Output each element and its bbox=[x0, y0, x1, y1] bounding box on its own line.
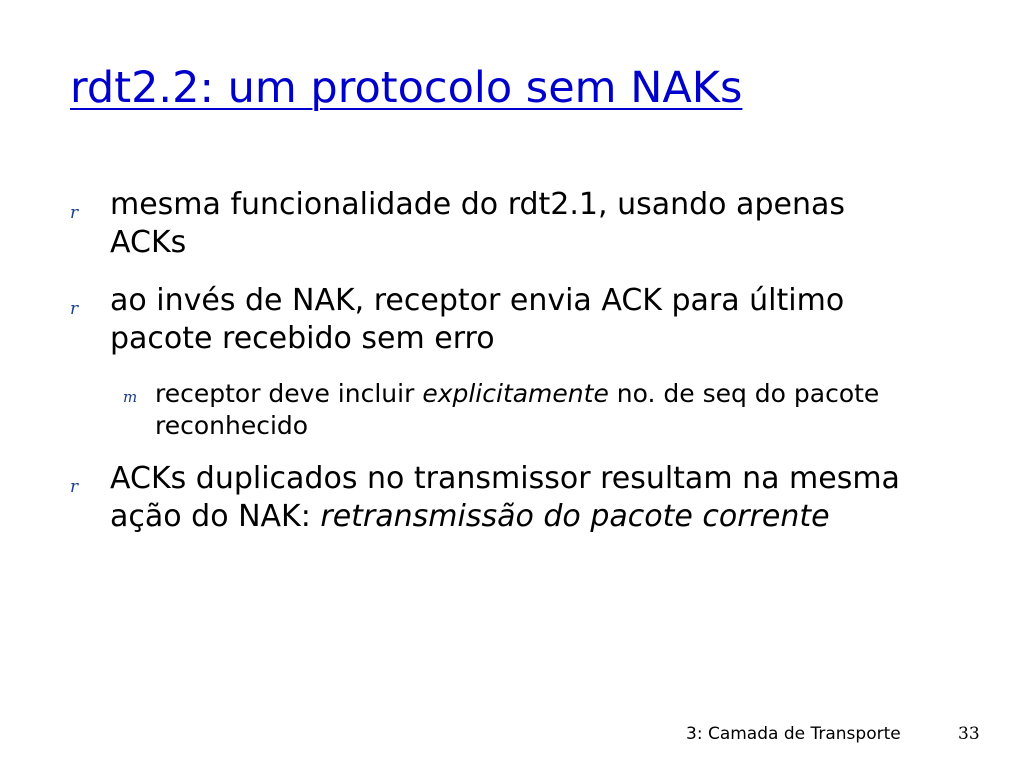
footer-chapter: 3: Camada de Transporte bbox=[686, 724, 901, 744]
bullet-text bbox=[110, 460, 900, 536]
bullet-text: ao invés de NAK, receptor envia ACK para último pacote recebido sem erro bbox=[110, 283, 845, 356]
slide-title: rdt2.2: um protocolo sem NAKs bbox=[70, 63, 743, 113]
bullet-marker: r bbox=[70, 477, 79, 497]
bullet-marker: r bbox=[70, 203, 79, 223]
bullet-text: mesma funcionalidade do rdt2.1, usando apenas ACKs bbox=[110, 187, 845, 260]
sub-bullet-text-start: receptor deve incluir bbox=[155, 379, 423, 408]
page-number: 33 bbox=[958, 724, 980, 744]
sub-bullet-marker: m bbox=[123, 388, 138, 406]
sub-bullet-text-end: no. de seq do pacote reconhecido bbox=[155, 379, 880, 440]
bullet-text-start: ACKs duplicados no transmissor resultam na mesma ação do NAK: bbox=[110, 461, 900, 534]
sub-bullet-text-italic: explicitamente bbox=[422, 379, 609, 408]
bullet-marker: r bbox=[70, 299, 79, 319]
bullet-text-italic: retransmissão do pacote corrente bbox=[320, 499, 830, 534]
sub-bullet-text bbox=[155, 378, 915, 442]
